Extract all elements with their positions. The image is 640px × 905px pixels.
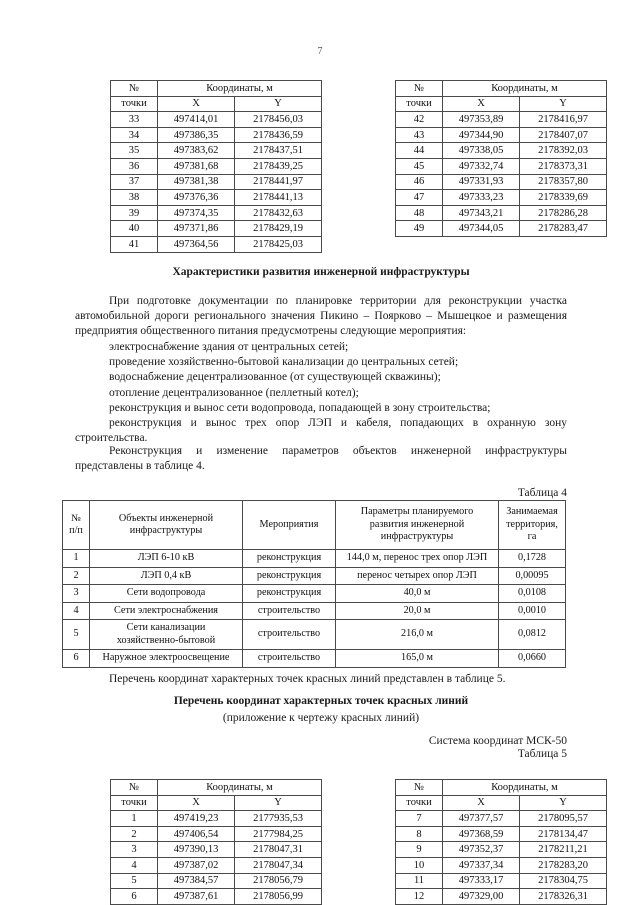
table4-cell-parameters: перенос четырех опор ЛЭП (336, 567, 499, 585)
cell-x: 497331,93 (443, 174, 520, 190)
cell-x: 497338,05 (443, 143, 520, 159)
header-x: X (443, 795, 520, 811)
header-point-number-2: точки (396, 795, 443, 811)
table4-cell-action: реконструкция (243, 585, 336, 603)
cell-y: 2178436,59 (235, 127, 322, 143)
cell-y: 2178283,47 (520, 221, 607, 237)
table4-cell-action: реконструкция (243, 567, 336, 585)
cell-point-number: 7 (396, 811, 443, 827)
cell-x: 497419,23 (158, 811, 235, 827)
table-body (111, 112, 322, 252)
header-point-number-2: точки (111, 795, 158, 811)
cell-x: 497387,61 (158, 889, 235, 905)
table4-header-row (63, 501, 566, 550)
cell-y: 2178429,19 (235, 221, 322, 237)
table5-caption: Таблица 5 (517, 748, 567, 760)
cell-y: 2178441,97 (235, 174, 322, 190)
cell-x: 497377,57 (443, 811, 520, 827)
table-header-row (111, 780, 322, 796)
cell-point-number: 38 (111, 190, 158, 206)
cell-x: 497387,02 (158, 857, 235, 873)
table-row (111, 158, 322, 174)
table-row (396, 205, 607, 221)
header-x: X (158, 795, 235, 811)
table-body (396, 811, 607, 905)
table-row (111, 826, 322, 842)
table-row (396, 842, 607, 858)
table4-caption: Таблица 4 (517, 487, 567, 499)
table4-cell-object: ЛЭП 0,4 кВ (90, 567, 243, 585)
paragraph-after-list: Реконструкция и изменение параметров объектов инженерной инфраструктуры представлены в таблице 4. (75, 445, 567, 473)
cell-x: 497344,90 (443, 127, 520, 143)
table-body (111, 811, 322, 905)
table-row (396, 127, 607, 143)
measure-item: водоснабжение децентрализованное (от существующей скважины); (109, 371, 441, 384)
table4-header-object-line1: Объекты инженерной (118, 512, 214, 524)
header-coordinates: Координаты, м (158, 81, 322, 97)
header-x: X (158, 96, 235, 112)
cell-y: 2178286,28 (520, 205, 607, 221)
cell-y: 2178056,79 (235, 873, 322, 889)
table4-header-object (90, 501, 243, 550)
table4-cell-action: строительство (243, 650, 336, 668)
cell-point-number: 37 (111, 174, 158, 190)
table4-cell-parameters: 144,0 м, перенос трех опор ЛЭП (336, 550, 499, 568)
section-heading-redlines: Перечень координат характерных точек красных линий (173, 695, 469, 707)
table-row (111, 842, 322, 858)
cell-x: 497371,86 (158, 221, 235, 237)
header-y: Y (235, 795, 322, 811)
table4-cell-parameters: 165,0 м (336, 650, 499, 668)
infrastructure-parameters-table (62, 500, 566, 668)
table-head (111, 780, 322, 811)
table4-cell-area: 0,00095 (499, 567, 566, 585)
table4-header-parameters-line3: инфраструктуры (380, 531, 454, 543)
table-header-row (111, 81, 322, 97)
table4-cell-object: Сети электроснабжения (90, 602, 243, 620)
cell-point-number: 2 (111, 826, 158, 842)
cell-y: 2178357,80 (520, 174, 607, 190)
table-row (396, 889, 607, 905)
header-y: Y (520, 96, 607, 112)
table4-row (63, 602, 566, 620)
table-row (111, 221, 322, 237)
header-coordinates: Координаты, м (443, 81, 607, 97)
table4-cell-area: 0,0010 (499, 602, 566, 620)
cell-point-number: 10 (396, 857, 443, 873)
cell-y: 2178439,25 (235, 158, 322, 174)
cell-y: 2177984,25 (235, 826, 322, 842)
table-header-row (396, 81, 607, 97)
table4-header-no (63, 501, 90, 550)
cell-y: 2178456,03 (235, 112, 322, 128)
table4-cell-action: реконструкция (243, 550, 336, 568)
table-head (111, 81, 322, 112)
cell-point-number: 6 (111, 889, 158, 905)
table-header-row-2 (111, 795, 322, 811)
section-heading-infrastructure: Характеристики развития инженерной инфраструктуры (172, 266, 470, 278)
cell-x: 497368,59 (443, 826, 520, 842)
table4-header-parameters-line2: развития инженерной (369, 518, 465, 530)
table4-header-area-line3: га (527, 531, 537, 543)
table-row (111, 112, 322, 128)
measure-item: электроснабжение здания от центральных сетей; (109, 341, 349, 353)
table-row (396, 143, 607, 159)
table-row (396, 857, 607, 873)
coordinates-table-bottom-left (110, 779, 322, 905)
table-row (111, 811, 322, 827)
table-header-row (396, 780, 607, 796)
table4-header-parameters-line1: Параметры планируемого (360, 506, 474, 518)
cell-x: 497353,89 (443, 112, 520, 128)
coordinate-system-note: Система координат МСК-50 (428, 735, 567, 747)
table4-header-no-line2: п/п (69, 525, 83, 536)
table-row (396, 158, 607, 174)
table-head (396, 780, 607, 811)
header-point-number: № (396, 81, 443, 97)
cell-y: 2178339,69 (520, 190, 607, 206)
header-point-number: № (111, 81, 158, 97)
table4-cell-action: строительство (243, 602, 336, 620)
table4-cell-parameters: 20,0 м (336, 602, 499, 620)
table4-row (63, 620, 566, 650)
table4-cell-no: 1 (63, 550, 90, 568)
cell-y: 2178416,97 (520, 112, 607, 128)
table4-head (63, 501, 566, 550)
cell-point-number: 35 (111, 143, 158, 159)
cell-x: 497344,05 (443, 221, 520, 237)
cell-x: 497386,35 (158, 127, 235, 143)
cell-point-number: 41 (111, 236, 158, 252)
cell-point-number: 44 (396, 143, 443, 159)
cell-point-number: 11 (396, 873, 443, 889)
cell-x: 497352,37 (443, 842, 520, 858)
table-row (396, 112, 607, 128)
table-head (396, 81, 607, 112)
coordinates-table-top-left (110, 80, 322, 253)
cell-point-number: 9 (396, 842, 443, 858)
measure-item: реконструкция и вынос сети водопровода, попадающей в зону строительства; (109, 401, 491, 414)
table4-row (63, 567, 566, 585)
cell-y: 2178392,03 (520, 143, 607, 159)
table4-cell-area: 0,0108 (499, 585, 566, 603)
cell-point-number: 1 (111, 811, 158, 827)
cell-x: 497329,00 (443, 889, 520, 905)
table4-cell-area: 0,0812 (499, 620, 566, 650)
cell-point-number: 12 (396, 889, 443, 905)
cell-x: 497414,01 (158, 112, 235, 128)
coordinates-table-top-right (395, 80, 607, 237)
cell-y: 2178056,99 (235, 889, 322, 905)
table-body (396, 112, 607, 237)
cell-point-number: 40 (111, 221, 158, 237)
cell-y: 2178134,47 (520, 826, 607, 842)
cell-y: 2178326,31 (520, 889, 607, 905)
measure-item: отопление децентрализованное (пеллетный котел); (109, 386, 359, 399)
cell-point-number: 36 (111, 158, 158, 174)
table-row (111, 236, 322, 252)
header-point-number-2: точки (111, 96, 158, 112)
cell-x: 497337,34 (443, 857, 520, 873)
cell-point-number: 48 (396, 205, 443, 221)
table4-cell-area: 0,1728 (499, 550, 566, 568)
table4-header-area (499, 501, 566, 550)
header-point-number: № (111, 780, 158, 796)
paragraph-intro: При подготовке документации по планировке территории для реконструкции участка автомобильной дороги регионального значения Пикино – Поярково – Мышецкое и размещения предприятия общественного питания предусмотрены следующие мероприятия: (75, 295, 567, 338)
cell-y: 2177935,53 (235, 811, 322, 827)
table4-row (63, 650, 566, 668)
cell-point-number: 4 (111, 857, 158, 873)
header-point-number: № (396, 780, 443, 796)
table4-cell-object-line1: Сети канализации (126, 622, 206, 634)
cell-y: 2178432,63 (235, 205, 322, 221)
cell-x: 497376,36 (158, 190, 235, 206)
cell-point-number: 5 (111, 873, 158, 889)
cell-point-number: 33 (111, 112, 158, 128)
table4-row (63, 550, 566, 568)
header-point-number-2: точки (396, 96, 443, 112)
table-row (111, 873, 322, 889)
table4-cell-object-line2: хозяйственно-бытовой (116, 634, 216, 646)
table-row (396, 826, 607, 842)
cell-x: 497384,57 (158, 873, 235, 889)
table-row (111, 857, 322, 873)
section-subtitle-redlines: (приложение к чертежу красных линий) (222, 712, 420, 724)
table-header-row-2 (396, 795, 607, 811)
header-y: Y (520, 795, 607, 811)
cell-y: 2178373,31 (520, 158, 607, 174)
table4-row (63, 585, 566, 603)
table4-header-area-line2: территория, (506, 518, 558, 530)
cell-point-number: 8 (396, 826, 443, 842)
table-row (396, 174, 607, 190)
table-row (111, 205, 322, 221)
cell-y: 2178304,75 (520, 873, 607, 889)
cell-point-number: 39 (111, 205, 158, 221)
cell-point-number: 49 (396, 221, 443, 237)
table4-header-action: Мероприятия (243, 501, 336, 550)
table4-cell-area: 0,0660 (499, 650, 566, 668)
table4-cell-object: Сети водопровода (90, 585, 243, 603)
cell-x: 497406,54 (158, 826, 235, 842)
cell-point-number: 34 (111, 127, 158, 143)
cell-point-number: 45 (396, 158, 443, 174)
cell-point-number: 43 (396, 127, 443, 143)
table-row (396, 190, 607, 206)
cell-x: 497333,17 (443, 873, 520, 889)
cell-point-number: 46 (396, 174, 443, 190)
measure-item: реконструкция и вынос трех опор ЛЭП и кабеля, попадающих в охранную зону строительства. (75, 417, 567, 445)
cell-y: 2178407,07 (520, 127, 607, 143)
table-row (111, 174, 322, 190)
measure-item: проведение хозяйственно-бытовой канализации до центральных сетей; (109, 356, 459, 369)
table4-cell-no: 2 (63, 567, 90, 585)
cell-y: 2178047,31 (235, 842, 322, 858)
table4-cell-action: строительство (243, 620, 336, 650)
table4-header-object-line2: инфраструктуры (129, 525, 203, 536)
table4-cell-object (90, 620, 243, 650)
cell-x: 497364,56 (158, 236, 235, 252)
cell-x: 497374,35 (158, 205, 235, 221)
paragraph-table5-reference: Перечень координат характерных точек красных линий представлен в таблице 5. (109, 673, 506, 685)
table4-cell-no: 4 (63, 602, 90, 620)
cell-x: 497343,21 (443, 205, 520, 221)
table4-cell-no: 6 (63, 650, 90, 668)
cell-y: 2178425,03 (235, 236, 322, 252)
table4-header-no-line1: № (71, 512, 81, 524)
table-header-row-2 (396, 96, 607, 112)
table4-cell-parameters: 216,0 м (336, 620, 499, 650)
cell-y: 2178437,51 (235, 143, 322, 159)
table-row (111, 143, 322, 159)
cell-y: 2178095,57 (520, 811, 607, 827)
cell-x: 497332,74 (443, 158, 520, 174)
table-row (111, 127, 322, 143)
table4-body (63, 550, 566, 668)
cell-point-number: 3 (111, 842, 158, 858)
table4-header-area-line1: Занимаемая (506, 506, 558, 518)
cell-x: 497333,23 (443, 190, 520, 206)
cell-point-number: 47 (396, 190, 443, 206)
cell-x: 497390,13 (158, 842, 235, 858)
header-y: Y (235, 96, 322, 112)
cell-x: 497381,68 (158, 158, 235, 174)
header-coordinates: Координаты, м (443, 780, 607, 796)
header-coordinates: Координаты, м (158, 780, 322, 796)
table-row (111, 190, 322, 206)
table-row (396, 221, 607, 237)
cell-x: 497381,38 (158, 174, 235, 190)
table4-header-parameters (336, 501, 499, 550)
cell-point-number: 42 (396, 112, 443, 128)
table4-cell-no: 5 (63, 620, 90, 650)
table-row (396, 873, 607, 889)
header-x: X (443, 96, 520, 112)
coordinates-table-bottom-right (395, 779, 607, 905)
table-row (111, 889, 322, 905)
cell-y: 2178441,13 (235, 190, 322, 206)
table-row (396, 811, 607, 827)
table4-cell-object: Наружное электроосвещение (90, 650, 243, 668)
cell-y: 2178047,34 (235, 857, 322, 873)
cell-y: 2178211,21 (520, 842, 607, 858)
cell-x: 497383,62 (158, 143, 235, 159)
page-number: 7 (317, 46, 323, 57)
table4-cell-no: 3 (63, 585, 90, 603)
table-header-row-2 (111, 96, 322, 112)
cell-y: 2178283,20 (520, 857, 607, 873)
table4-cell-parameters: 40,0 м (336, 585, 499, 603)
table4-cell-object: ЛЭП 6-10 кВ (90, 550, 243, 568)
